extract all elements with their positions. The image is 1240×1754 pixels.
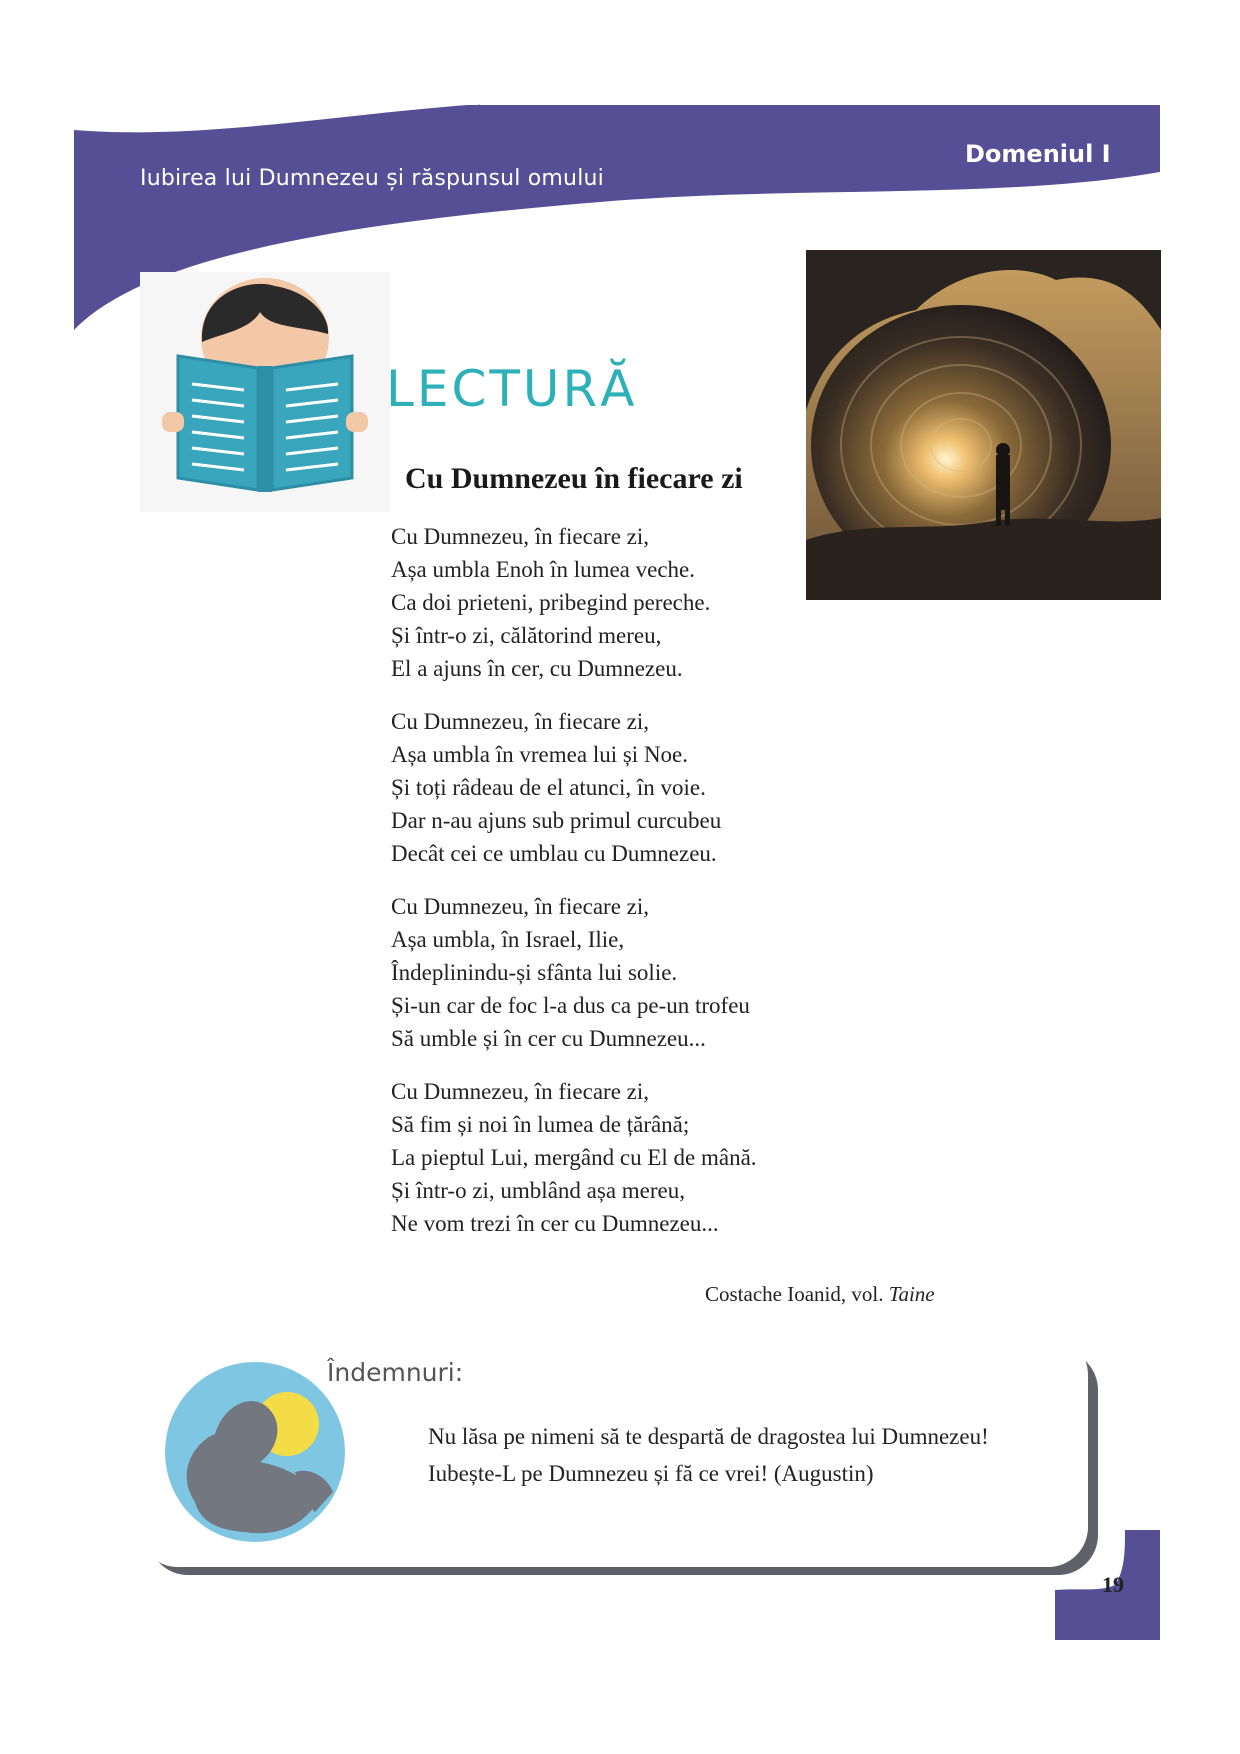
poem-verse: Și într-o zi, umblând așa mereu, [391,1178,685,1203]
praying-person-icon [155,1352,345,1542]
poem-verse: Cu Dumnezeu, în fiecare zi, [391,524,649,549]
advice-lines [428,1418,989,1492]
advice-line: Nu lăsa pe nimeni să te despartă de dragostea lui Dumnezeu! [428,1424,989,1449]
poem-verse: La pieptul Lui, mergând cu El de mână. [391,1145,757,1170]
poem-verse: Să umble și în cer cu Dumnezeu... [391,1026,706,1051]
tunnel-photo [806,250,1161,600]
poem-stanza [391,1075,831,1240]
poem-stanza [391,520,831,685]
poem-verse: Așa umbla în vremea lui și Noe. [391,742,689,767]
poem-volume: Taine [888,1282,935,1306]
poem-verse: Ca doi prieteni, pribegind pereche. [391,590,711,615]
poem-verse: Decât cei ce umblau cu Dumnezeu. [391,841,717,866]
poem-author: Costache Ioanid, vol. [705,1282,889,1306]
poem-verse: Așa umbla, în Israel, Ilie, [391,927,625,952]
poem-verse: Cu Dumnezeu, în fiecare zi, [391,1079,649,1104]
page-number: 19 [1102,1572,1124,1597]
poem-verse: Cu Dumnezeu, în fiecare zi, [391,709,649,734]
domain-subtitle: Iubirea lui Dumnezeu și răspunsul omului [140,166,604,191]
poem-verse: Cu Dumnezeu, în fiecare zi, [391,894,649,919]
poem-body [391,520,831,1260]
domain-title: Domeniul I [965,140,1111,168]
poem-verse: Așa umbla Enoh în lumea veche. [391,557,696,582]
poem-verse: Și într-o zi, călătorind mereu, [391,623,662,648]
advice-card-fade [120,1310,380,1350]
poem-verse: Și toți râdeau de el atunci, în voie. [391,775,706,800]
advice-label: Îndemnuri: [327,1358,464,1387]
poem-attribution [705,1282,935,1307]
poem-verse: Să fim și noi în lumea de țărână; [391,1112,690,1137]
poem-stanza [391,705,831,870]
advice-line: Iubește-L pe Dumnezeu și fă ce vrei! (Augustin) [428,1461,874,1486]
reading-person-icon [140,272,390,512]
poem-verse: Îndeplinindu-și sfânta lui solie. [391,960,678,985]
poem-stanza [391,890,831,1055]
section-heading: LECTURĂ [386,360,638,418]
poem-verse: Ne vom trezi în cer cu Dumnezeu... [391,1211,719,1236]
poem-verse: Și-un car de foc l-a dus ca pe-un trofeu [391,993,750,1018]
poem-verse: El a ajuns în cer, cu Dumnezeu. [391,656,683,681]
poem-verse: Dar n-au ajuns sub primul curcubeu [391,808,722,833]
poem-title: Cu Dumnezeu în fiecare zi [405,462,743,495]
